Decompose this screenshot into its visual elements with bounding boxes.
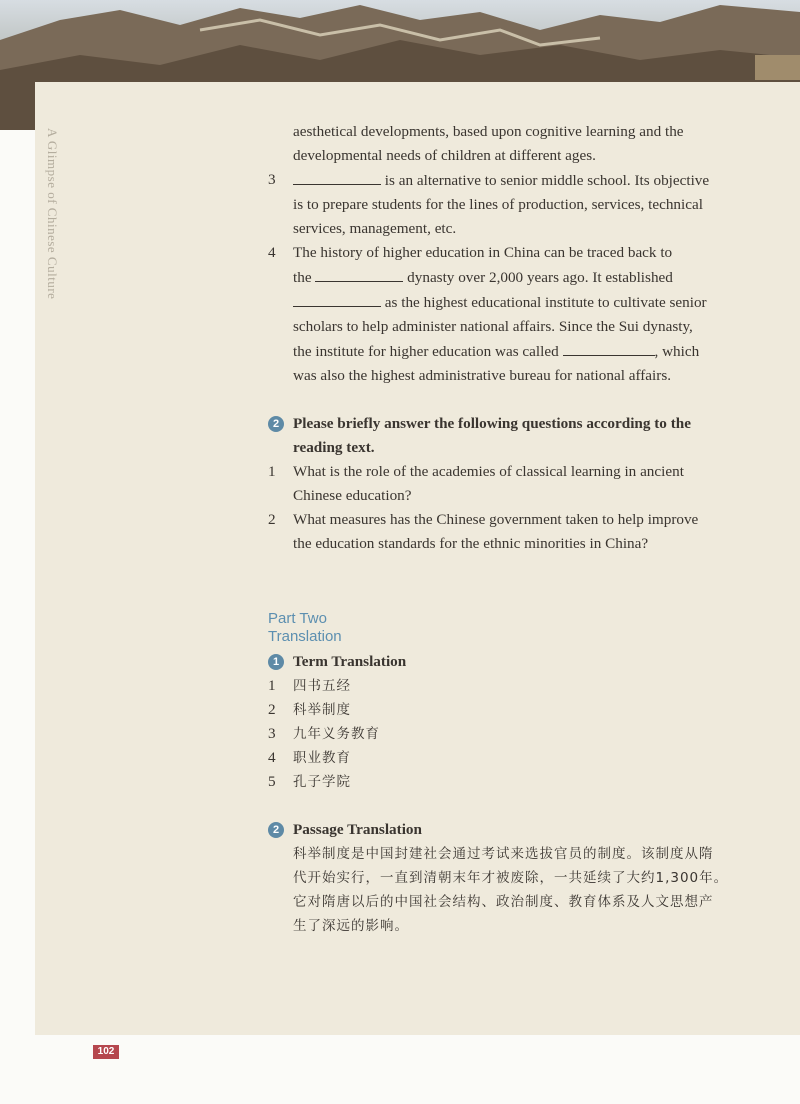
- list-item: 4 The history of higher education in China can be traced back to the dynasty over 2,000 years ago. It established as the highest educational institute to cultivate senior scholars to help administer national affairs. Since the Sui dynasty, the institute for higher education was called , which was also the highest administrative bureau for national affairs.: [268, 244, 707, 384]
- list-item: 3 九年义务教育: [268, 725, 380, 742]
- list-item: 5 孔子学院: [268, 773, 351, 790]
- list-item: 1 What is the role of the academies of classical learning in ancient Chinese education?: [268, 463, 684, 504]
- list-item: 2 What measures has the Chinese government taken to help improve the education standards for the ethnic minorities in China?: [268, 511, 699, 552]
- answer-blank[interactable]: [315, 265, 403, 282]
- section-heading: 2 Passage Translation: [268, 818, 768, 842]
- answer-blank[interactable]: [563, 339, 655, 356]
- list-item: 4 职业教育: [268, 749, 351, 766]
- section-heading: 1 Term Translation: [268, 650, 768, 674]
- page-number: 102: [93, 1045, 119, 1059]
- passage-text: 科举制度是中国封建社会通过考试来选拔官员的制度。该制度从隋 代开始实行，一直到清朝末年才被废除，一共延续了大约1,300年。 它对隋唐以后的中国社会结构、政治制度、教育体系及人文思想产 生了深远的影响。: [293, 846, 729, 934]
- part-title: Part Two: [268, 610, 327, 627]
- list-item: 3 is an alternative to senior middle school. Its objective is to prepare students for the lines of production, services, technical services, management, etc.: [268, 168, 768, 241]
- list-item: 1 四书五经: [268, 677, 351, 694]
- answer-blank[interactable]: [293, 290, 381, 307]
- list-item: 2 科举制度: [268, 701, 351, 718]
- page-content: [268, 120, 768, 938]
- continued-text: aesthetical developments, based upon cognitive learning and the developmental needs of children at different ages.: [293, 123, 684, 164]
- number-badge: 1: [268, 654, 284, 670]
- number-badge: 2: [268, 416, 284, 432]
- part-subtitle: Translation: [268, 628, 342, 645]
- answer-blank[interactable]: [293, 168, 381, 185]
- running-head: A Glimpse of Chinese Culture: [45, 128, 60, 300]
- number-badge: 2: [268, 822, 284, 838]
- question-heading: 2 Please briefly answer the following questions according to the reading text.: [268, 412, 768, 460]
